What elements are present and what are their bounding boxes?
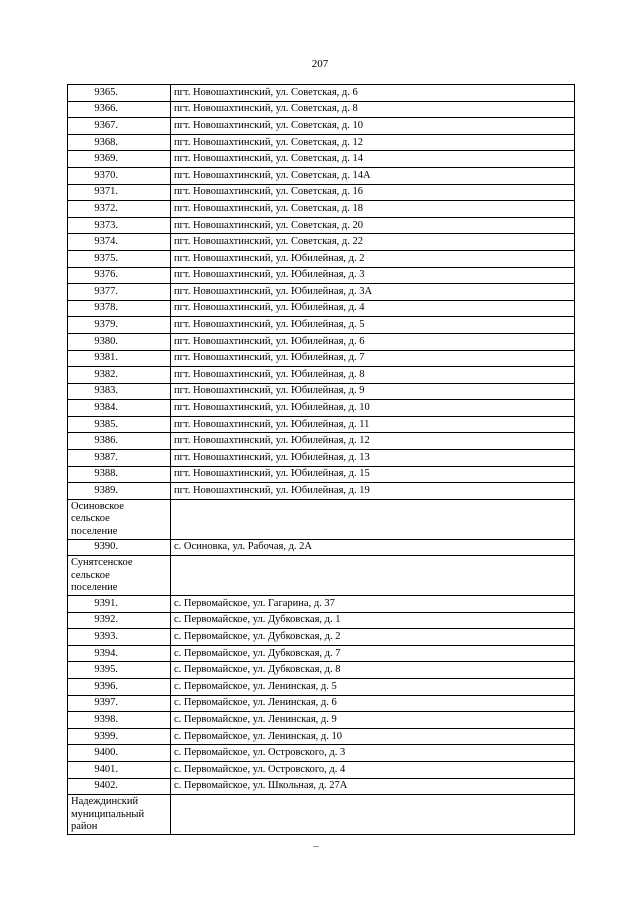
section-name-line: сельское [71, 569, 110, 581]
section-name [68, 556, 171, 596]
table-row [68, 695, 575, 712]
row-number: 9381. [68, 350, 171, 367]
table-row [68, 151, 575, 168]
row-address: пгт. Новошахтинский, ул. Советская, д. 14 [171, 151, 575, 168]
table-row [68, 416, 575, 433]
section-name-line: Надеждинский [71, 796, 139, 808]
table-row [68, 333, 575, 350]
row-number: 9373. [68, 217, 171, 234]
row-address: с. Первомайское, ул. Островского, д. 4 [171, 761, 575, 778]
table-row [68, 612, 575, 629]
row-address: с. Первомайское, ул. Гагарина, д. 37 [171, 596, 575, 613]
row-number: 9401. [68, 761, 171, 778]
row-number: 9371. [68, 184, 171, 201]
row-address: пгт. Новошахтинский, ул. Юбилейная, д. 2 [171, 250, 575, 267]
row-number: 9393. [68, 629, 171, 646]
table-row [68, 450, 575, 467]
row-number: 9374. [68, 234, 171, 251]
row-number: 9390. [68, 539, 171, 556]
table-row [68, 201, 575, 218]
row-number: 9397. [68, 695, 171, 712]
table-row [68, 712, 575, 729]
row-number: 9375. [68, 250, 171, 267]
row-address: пгт. Новошахтинский, ул. Советская, д. 16 [171, 184, 575, 201]
row-address: пгт. Новошахтинский, ул. Юбилейная, д. 3 [171, 267, 575, 284]
row-address: с. Первомайское, ул. Дубковская, д. 2 [171, 629, 575, 646]
table-row [68, 118, 575, 135]
row-address: с. Первомайское, ул. Дубковская, д. 7 [171, 645, 575, 662]
address-table-body [68, 85, 575, 835]
row-number: 9389. [68, 483, 171, 500]
table-row [68, 167, 575, 184]
row-number: 9402. [68, 778, 171, 795]
table-row [68, 317, 575, 334]
table-row [68, 761, 575, 778]
section-name [68, 795, 171, 835]
address-table [67, 84, 575, 835]
table-row [68, 267, 575, 284]
row-number: 9395. [68, 662, 171, 679]
section-name [68, 499, 171, 539]
row-number: 9387. [68, 450, 171, 467]
row-number: 9394. [68, 645, 171, 662]
row-address: пгт. Новошахтинский, ул. Юбилейная, д. 9 [171, 383, 575, 400]
row-number: 9382. [68, 367, 171, 384]
row-address: с. Первомайское, ул. Ленинская, д. 9 [171, 712, 575, 729]
row-number: 9398. [68, 712, 171, 729]
table-row [68, 300, 575, 317]
row-address: пгт. Новошахтинский, ул. Юбилейная, д. 4 [171, 300, 575, 317]
row-number: 9367. [68, 118, 171, 135]
page-number: 207 [311, 58, 329, 70]
section-empty-cell [171, 795, 575, 835]
section-name-line: сельское [71, 513, 110, 525]
table-row [68, 234, 575, 251]
row-address: пгт. Новошахтинский, ул. Юбилейная, д. 7 [171, 350, 575, 367]
row-number: 9386. [68, 433, 171, 450]
row-address: пгт. Новошахтинский, ул. Юбилейная, д. 3А [171, 284, 575, 301]
table-row [68, 629, 575, 646]
table-row [68, 250, 575, 267]
row-number: 9368. [68, 134, 171, 151]
row-address: с. Первомайское, ул. Школьная, д. 27А [171, 778, 575, 795]
row-number: 9380. [68, 333, 171, 350]
row-address: пгт. Новошахтинский, ул. Юбилейная, д. 5 [171, 317, 575, 334]
row-number: 9383. [68, 383, 171, 400]
table-row [68, 383, 575, 400]
section-name-line: муниципальный [71, 808, 145, 820]
table-row [68, 217, 575, 234]
row-address: пгт. Новошахтинский, ул. Советская, д. 6 [171, 85, 575, 102]
section-name-line: район [71, 821, 98, 833]
row-number: 9399. [68, 728, 171, 745]
section-empty-cell [171, 499, 575, 539]
table-row [68, 466, 575, 483]
section-name-line: поселение [71, 582, 118, 594]
row-number: 9377. [68, 284, 171, 301]
row-number: 9365. [68, 85, 171, 102]
row-address: пгт. Новошахтинский, ул. Советская, д. 20 [171, 217, 575, 234]
row-address: пгт. Новошахтинский, ул. Юбилейная, д. 15 [171, 466, 575, 483]
row-address: с. Первомайское, ул. Ленинская, д. 5 [171, 678, 575, 695]
row-address: пгт. Новошахтинский, ул. Юбилейная, д. 19 [171, 483, 575, 500]
row-number: 9388. [68, 466, 171, 483]
row-number: 9376. [68, 267, 171, 284]
row-address: с. Первомайское, ул. Дубковская, д. 1 [171, 612, 575, 629]
row-address: пгт. Новошахтинский, ул. Юбилейная, д. 11 [171, 416, 575, 433]
row-number: 9392. [68, 612, 171, 629]
row-address: пгт. Новошахтинский, ул. Юбилейная, д. 12 [171, 433, 575, 450]
table-row [68, 645, 575, 662]
table-row [68, 400, 575, 417]
section-name-line: Сунятсенское [71, 557, 133, 569]
table-row [68, 433, 575, 450]
row-address: пгт. Новошахтинский, ул. Советская, д. 8 [171, 101, 575, 118]
table-row [68, 85, 575, 102]
row-number: 9366. [68, 101, 171, 118]
footer-mark [313, 846, 319, 847]
table-row [68, 284, 575, 301]
row-number: 9396. [68, 678, 171, 695]
section-row [68, 795, 575, 835]
table-row [68, 778, 575, 795]
row-number: 9378. [68, 300, 171, 317]
row-number: 9391. [68, 596, 171, 613]
row-address: пгт. Новошахтинский, ул. Юбилейная, д. 8 [171, 367, 575, 384]
row-address: с. Первомайское, ул. Дубковская, д. 8 [171, 662, 575, 679]
row-address: пгт. Новошахтинский, ул. Юбилейная, д. 13 [171, 450, 575, 467]
row-address: с. Осиновка, ул. Рабочая, д. 2А [171, 539, 575, 556]
table-row [68, 678, 575, 695]
row-address: пгт. Новошахтинский, ул. Советская, д. 14А [171, 167, 575, 184]
row-address: пгт. Новошахтинский, ул. Юбилейная, д. 6 [171, 333, 575, 350]
row-number: 9369. [68, 151, 171, 168]
row-address: пгт. Новошахтинский, ул. Советская, д. 12 [171, 134, 575, 151]
row-address: пгт. Новошахтинский, ул. Советская, д. 18 [171, 201, 575, 218]
table-row [68, 101, 575, 118]
row-address: пгт. Новошахтинский, ул. Советская, д. 22 [171, 234, 575, 251]
table-row [68, 745, 575, 762]
section-row [68, 499, 575, 539]
table-row [68, 662, 575, 679]
row-number: 9400. [68, 745, 171, 762]
section-name-line: Осиновское [71, 500, 124, 512]
row-number: 9379. [68, 317, 171, 334]
table-row [68, 596, 575, 613]
table-row [68, 134, 575, 151]
section-empty-cell [171, 556, 575, 596]
table-row [68, 350, 575, 367]
row-number: 9384. [68, 400, 171, 417]
section-row [68, 556, 575, 596]
row-address: с. Первомайское, ул. Ленинская, д. 10 [171, 728, 575, 745]
table-row [68, 728, 575, 745]
row-address: пгт. Новошахтинский, ул. Юбилейная, д. 10 [171, 400, 575, 417]
row-number: 9385. [68, 416, 171, 433]
section-name-line: поселение [71, 526, 118, 538]
table-row [68, 184, 575, 201]
table-row [68, 483, 575, 500]
row-address: с. Первомайское, ул. Ленинская, д. 6 [171, 695, 575, 712]
row-address: с. Первомайское, ул. Островского, д. 3 [171, 745, 575, 762]
row-address: пгт. Новошахтинский, ул. Советская, д. 10 [171, 118, 575, 135]
table-row [68, 539, 575, 556]
row-number: 9370. [68, 167, 171, 184]
row-number: 9372. [68, 201, 171, 218]
table-row [68, 367, 575, 384]
